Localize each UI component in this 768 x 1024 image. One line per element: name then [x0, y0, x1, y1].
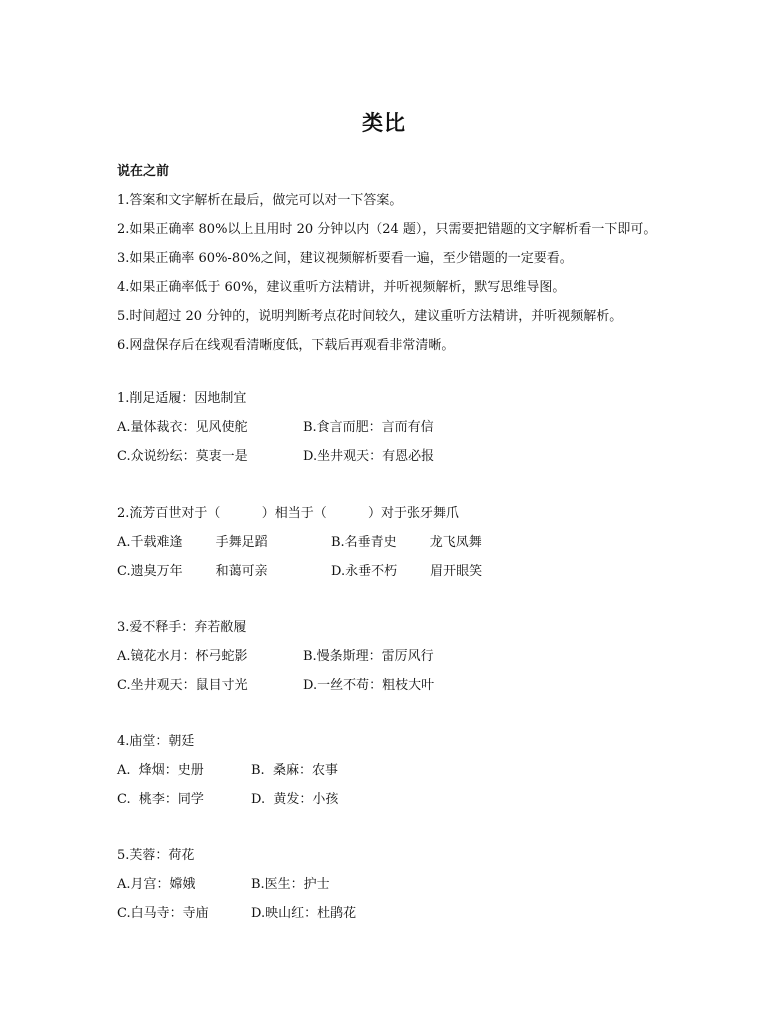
option-a: A.镜花水月：杯弓蛇影 — [117, 649, 248, 664]
question-stem: 1.削足适履：因地制宜 — [117, 391, 247, 406]
option-c: C.众说纷纭：莫衷一是 — [117, 449, 248, 464]
option-row — [117, 875, 717, 904]
page-title: 类比 — [362, 111, 406, 135]
option-a: A.千载难逢 手舞足蹈 — [117, 535, 268, 550]
option-a: A.量体裁衣：见风使舵 — [117, 420, 248, 435]
option-c: C. 桃李：同学 — [117, 792, 204, 807]
option-b: B. 桑麻：农事 — [251, 763, 338, 778]
option-c: C.遗臭万年 和蔼可亲 — [117, 564, 268, 579]
option-d: D.一丝不苟：粗枝大叶 — [303, 678, 435, 693]
preface-note-6: 6.网盘保存后在线观看清晰度低，下载后再观看非常清晰。 — [117, 338, 455, 353]
option-a: A.月宫：嫦娥 — [117, 877, 196, 892]
preface-heading: 说在之前 — [117, 164, 170, 179]
preface-note-2: 2.如果正确率 80%以上且用时 20 分钟以内（24 题），只需要把错题的文字解析看一下即可。 — [117, 222, 657, 237]
option-d: D.永垂不朽 眉开眼笑 — [331, 564, 483, 579]
option-row — [117, 676, 717, 705]
option-row — [117, 418, 717, 447]
question-1 — [117, 389, 717, 476]
question-3 — [117, 618, 717, 705]
preface-note-4: 4.如果正确率低于 60%，建议重听方法精讲，并听视频解析，默写思维导图。 — [117, 280, 566, 295]
preface-note-3: 3.如果正确率 60%-80%之间，建议视频解析要看一遍，至少错题的一定要看。 — [117, 251, 573, 266]
question-4 — [117, 732, 717, 819]
option-row — [117, 562, 717, 591]
option-row — [117, 533, 717, 562]
option-row — [117, 647, 717, 676]
question-5 — [117, 846, 717, 933]
question-stem: 5.芙蓉：荷花 — [117, 848, 195, 863]
option-d: D. 黄发：小孩 — [251, 792, 339, 807]
option-row — [117, 447, 717, 476]
option-c: C.坐井观天：鼠目寸光 — [117, 678, 248, 693]
option-d: D.坐井观天：有恩必报 — [303, 449, 435, 464]
option-b: B.医生：护士 — [251, 877, 330, 892]
option-b: B.名垂青史 龙飞凤舞 — [331, 535, 482, 550]
question-stem: 4.庙堂：朝廷 — [117, 734, 195, 749]
option-row — [117, 761, 717, 790]
preface-note-1: 1.答案和文字解析在最后，做完可以对一下答案。 — [117, 193, 403, 208]
option-d: D.映山红：杜鹃花 — [251, 906, 357, 921]
option-c: C.白马寺：寺庙 — [117, 906, 209, 921]
option-b: B.食言而肥：言而有信 — [303, 420, 434, 435]
option-row — [117, 790, 717, 819]
question-stem: 3.爱不释手：弃若敝履 — [117, 620, 247, 635]
option-a: A. 烽烟：史册 — [117, 763, 204, 778]
option-row — [117, 904, 717, 933]
option-b: B.慢条斯理：雷厉风行 — [303, 649, 434, 664]
question-stem: 2.流芳百世对于（ ）相当于（ ）对于张牙舞爪 — [117, 506, 460, 521]
preface-section — [117, 162, 697, 365]
question-2 — [117, 504, 717, 591]
preface-note-5: 5.时间超过 20 分钟的，说明判断考点花时间较久，建议重听方法精讲，并听视频解析。 — [117, 309, 623, 324]
